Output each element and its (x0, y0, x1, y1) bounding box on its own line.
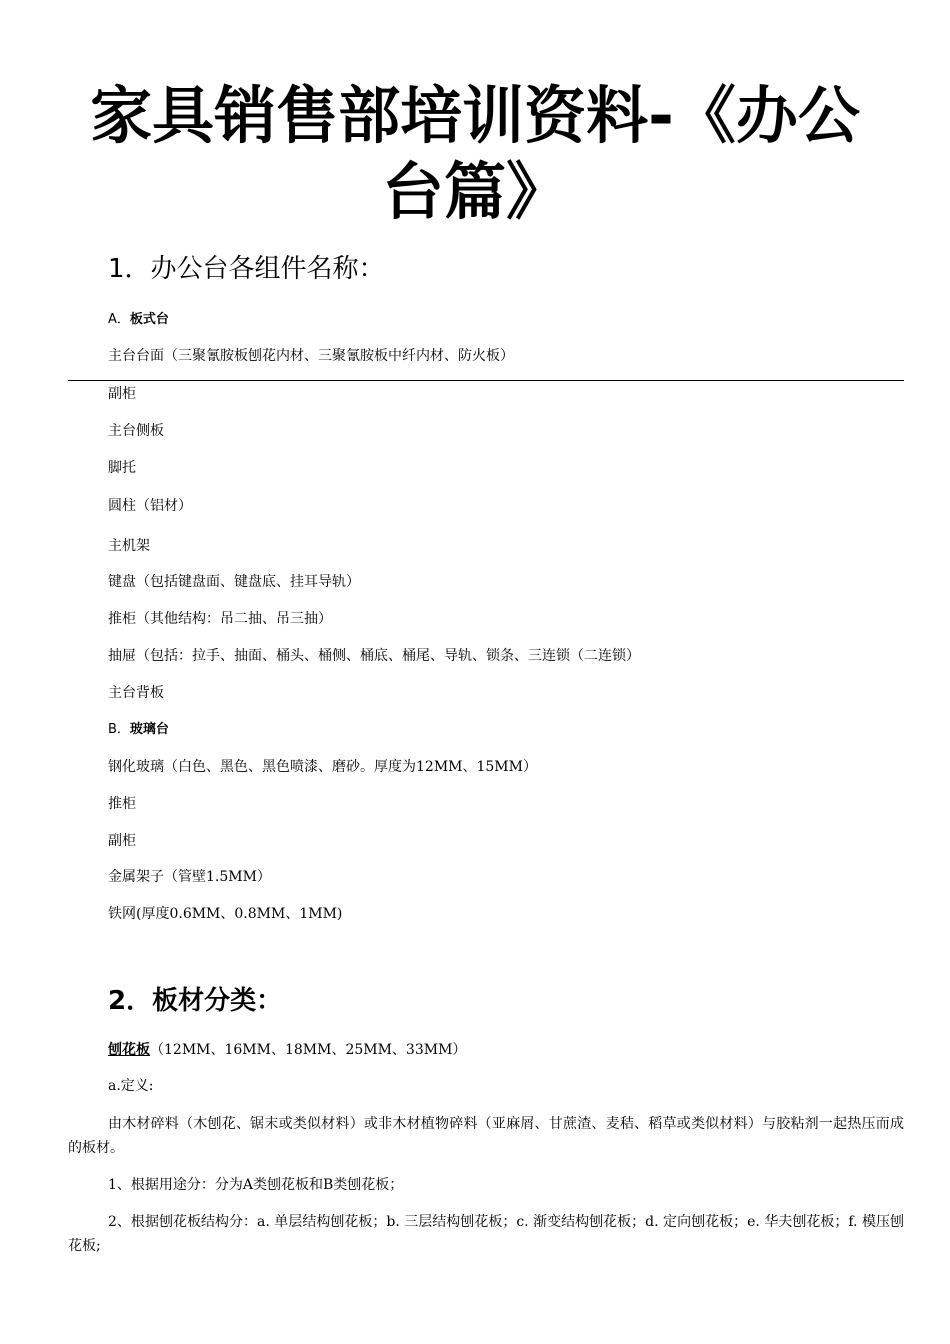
list-item: 主机架 (108, 538, 150, 554)
list-item: 脚托 (108, 460, 136, 476)
list-item: 主台台面（三聚氰胺板刨花内材、三聚氰胺板中纤内材、防火板） (108, 348, 514, 364)
classification-point-2: 2、根据刨花板结构分：a. 单层结构刨花板；b. 三层结构刨花板；c. 渐变结构刨花板；d. 定向刨花板；e. 华夫刨花板；f. 模压刨花板; (68, 1214, 904, 1254)
list-item: 主台背板 (108, 685, 164, 701)
group-a-letter: A． (108, 312, 130, 327)
group-a-label: 板式台 (129, 312, 169, 327)
list-item: 金属架子（管壁1.5MM） (108, 869, 271, 885)
list-item: 副柜 (108, 386, 136, 402)
group-a-heading (108, 310, 169, 330)
list-item: 铁网(厚度0.6MM、0.8MM、1MM) (108, 906, 343, 922)
list-item: 推柜（其他结构：吊二抽、吊三抽） (108, 611, 332, 627)
list-item: 抽屉（包括：拉手、抽面、桶头、桶侧、桶底、桶尾、导轨、锁条、三连锁（二连锁） (108, 648, 640, 664)
board-sizes: （12MM、16MM、18MM、25MM、33MM） (150, 1042, 467, 1058)
list-item: 键盘（包括键盘面、键盘底、挂耳导轨） (108, 574, 360, 590)
list-item: 副柜 (108, 833, 136, 849)
section-2-heading: 2．板材分类： (108, 986, 283, 1016)
list-item: 钢化玻璃（白色、黑色、黑色喷漆、磨砂。厚度为12MM、15MM） (108, 759, 537, 775)
list-item: 圆柱（铝材） (108, 498, 192, 514)
group-b-heading (108, 720, 169, 740)
section-1-heading: 1．办公台各组件名称： (108, 254, 385, 284)
definition-text: 由木材碎料（木刨花、锯末或类似材料）或非木材植物碎料（亚麻屑、甘蔗渣、麦秸、稻草或类似材料）与胶粘剂一起热压而成的板材。 (68, 1116, 904, 1156)
definition-label: a.定义: (108, 1078, 154, 1094)
group-b-label: 玻璃台 (129, 722, 169, 737)
list-item: 主台侧板 (108, 423, 164, 439)
group-b-letter: B． (108, 722, 130, 737)
page-title: 家具销售部培训资料-《办公台篇》 (90, 79, 860, 228)
horizontal-rule (68, 380, 904, 381)
classification-point-1: 1、根据用途分：分为A类刨花板和B类刨花板； (108, 1177, 404, 1193)
board-type-line (108, 1040, 466, 1060)
list-item: 推柜 (108, 796, 136, 812)
board-name: 刨花板 (108, 1042, 150, 1058)
